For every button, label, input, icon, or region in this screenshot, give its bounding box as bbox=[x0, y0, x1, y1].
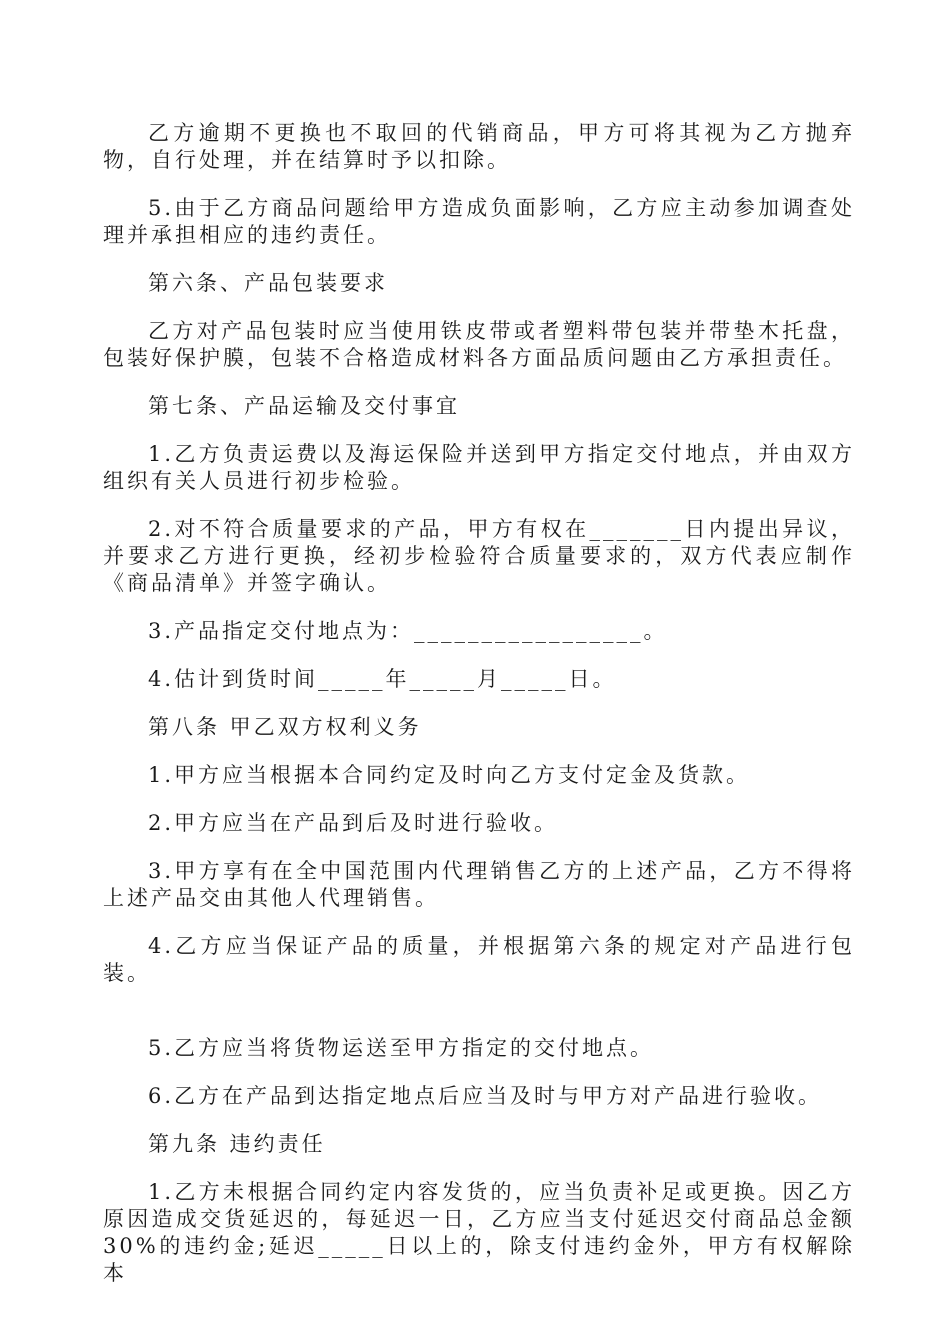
contract-body bbox=[103, 120, 855, 1308]
paragraph-clause-5-negative-impact: 5.由于乙方商品问题给甲方造成负面影响，乙方应主动参加调查处理并承担相应的违约责任。 bbox=[103, 196, 855, 247]
paragraph-transport-4: 4.估计到货时间_____年_____月_____日。 bbox=[148, 667, 617, 691]
paragraph-rights-4: 4.乙方应当保证产品的质量，并根据第六条的规定对产品进行包装。 bbox=[103, 934, 855, 985]
paragraph-packaging: 乙方对产品包装时应当使用铁皮带或者塑料带包装并带垫木托盘，包装好保护膜，包装不合格造成材料各方面品质问题由乙方承担责任。 bbox=[103, 319, 855, 370]
paragraph-breach-1: 1.乙方未根据合同约定内容发货的，应当负责补足或更换。因乙方原因造成交货延迟的，每延迟一日，乙方应当支付延迟交付商品总金额30%的违约金;延迟_____日以上的，除支付违约金外，甲方有权解除本 bbox=[103, 1180, 855, 1285]
paragraph-rights-1: 1.甲方应当根据本合同约定及时向乙方支付定金及货款。 bbox=[148, 763, 751, 787]
paragraph-transport-2: 2.对不符合质量要求的产品，甲方有权在_______日内提出异议，并要求乙方进行更换，经初步检验符合质量要求的，双方代表应制作《商品清单》并签字确认。 bbox=[103, 517, 855, 595]
paragraph-rights-3: 3.甲方享有在全中国范围内代理销售乙方的上述产品，乙方不得将上述产品交由其他人代理销售。 bbox=[103, 859, 855, 910]
paragraph-rights-6: 6.乙方在产品到达指定地点后应当及时与甲方对产品进行验收。 bbox=[148, 1084, 823, 1108]
section-heading-9: 第九条 违约责任 bbox=[148, 1132, 326, 1156]
section-heading-6: 第六条、产品包装要求 bbox=[148, 271, 388, 295]
paragraph-transport-1: 1.乙方负责运费以及海运保险并送到甲方指定交付地点，并由双方组织有关人员进行初步检验。 bbox=[103, 442, 855, 493]
paragraph-rights-2: 2.甲方应当在产品到后及时进行验收。 bbox=[148, 811, 559, 835]
paragraph-abandoned-goods: 乙方逾期不更换也不取回的代销商品，甲方可将其视为乙方抛弃物，自行处理，并在结算时予以扣除。 bbox=[103, 121, 855, 172]
section-heading-8: 第八条 甲乙双方权利义务 bbox=[148, 715, 422, 739]
paragraph-rights-5: 5.乙方应当将货物运送至甲方指定的交付地点。 bbox=[148, 1036, 655, 1060]
section-heading-7: 第七条、产品运输及交付事宜 bbox=[148, 394, 460, 418]
paragraph-transport-3: 3.产品指定交付地点为：_________________。 bbox=[148, 619, 668, 643]
